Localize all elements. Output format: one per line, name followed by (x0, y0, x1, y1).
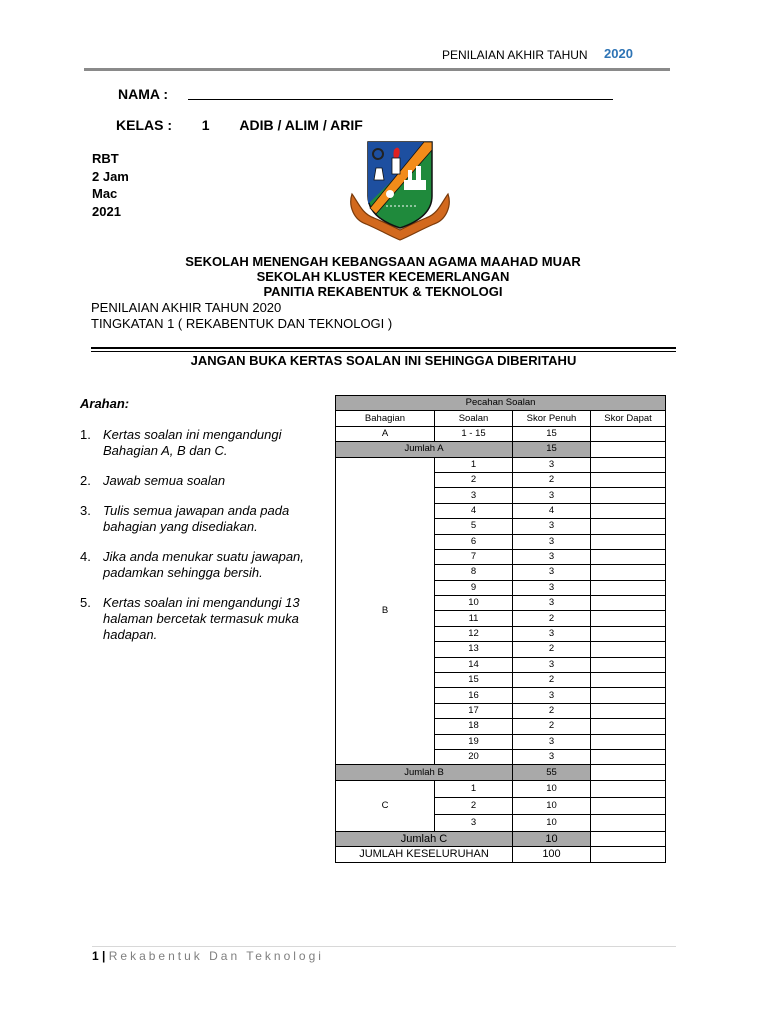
subtotal-label: Jumlah C (336, 831, 513, 846)
question-number: 18 (435, 719, 513, 734)
total-row (336, 847, 666, 862)
footer-rule (92, 946, 676, 947)
table-title: Pecahan Soalan (336, 396, 666, 411)
col-header: Skor Penuh (513, 411, 591, 426)
full-score: 3 (513, 549, 591, 564)
full-score: 3 (513, 749, 591, 764)
header-year: 2020 (604, 46, 633, 61)
instruction-item: 5. Kertas soalan ini mengandungi 13 halaman bercetak termasuk muka hadapan. (80, 595, 300, 642)
meta-year: 2021 (92, 203, 121, 219)
full-score: 3 (513, 565, 591, 580)
full-score: 10 (513, 780, 591, 797)
full-score: 3 (513, 457, 591, 472)
full-score: 10 (513, 797, 591, 814)
instruction-item: 2. Jawab semua soalan (80, 473, 226, 488)
question-number: 2 (435, 797, 513, 814)
section-label: A (336, 426, 435, 441)
meta-subject: RBT (92, 151, 119, 166)
total-score: 100 (513, 847, 591, 862)
nama-label: NAMA : (118, 86, 169, 102)
question-number: 7 (435, 549, 513, 564)
score-obtained-cell[interactable] (591, 703, 666, 718)
subtotal-label: Jumlah A (336, 442, 513, 457)
question-number: 16 (435, 688, 513, 703)
full-score: 3 (513, 488, 591, 503)
exam-title: PENILAIAN AKHIR TAHUN 2020 (91, 300, 282, 315)
subtotal-score: 15 (513, 442, 591, 457)
section-label: C (336, 780, 435, 831)
question-number: 11 (435, 611, 513, 626)
exam-form: TINGKATAN 1 ( REKABENTUK DAN TEKNOLOGI ) (91, 315, 393, 331)
footer (92, 949, 324, 963)
full-score: 15 (513, 426, 591, 441)
divider-thick (91, 347, 676, 349)
instructions-list (80, 427, 330, 657)
score-obtained-cell[interactable] (591, 797, 666, 814)
col-header: Bahagian (336, 411, 435, 426)
score-obtained-cell[interactable] (591, 673, 666, 688)
full-score: 4 (513, 503, 591, 518)
question-number: 10 (435, 596, 513, 611)
question-number: 15 (435, 673, 513, 688)
warning-text: JANGAN BUKA KERTAS SOALAN INI SEHINGGA DIBERITAHU (190, 353, 577, 368)
question-range: 1 - 15 (435, 426, 513, 441)
full-score: 3 (513, 734, 591, 749)
score-obtained-cell[interactable] (591, 780, 666, 797)
school-crest-logo (346, 136, 454, 244)
question-number: 5 (435, 519, 513, 534)
score-obtained-cell[interactable] (591, 488, 666, 503)
score-obtained-cell[interactable] (591, 596, 666, 611)
total-label: JUMLAH KESELURUHAN (336, 847, 513, 862)
question-number: 12 (435, 626, 513, 641)
question-number: 3 (435, 814, 513, 831)
full-score: 3 (513, 580, 591, 595)
page-number: 1 (92, 949, 99, 963)
full-score: 2 (513, 611, 591, 626)
full-score: 2 (513, 673, 591, 688)
score-obtained-cell[interactable] (591, 642, 666, 657)
meta-duration: 2 Jam (92, 168, 129, 184)
score-obtained-cell[interactable] (591, 814, 666, 831)
subtotal-score: 55 (513, 765, 591, 780)
full-score: 3 (513, 519, 591, 534)
subtotal-row (336, 765, 666, 780)
score-obtained-cell[interactable] (591, 457, 666, 472)
score-obtained-cell[interactable] (591, 611, 666, 626)
score-obtained-cell[interactable] (591, 549, 666, 564)
nama-field[interactable] (188, 99, 613, 100)
score-obtained-cell[interactable] (591, 503, 666, 518)
question-number: 8 (435, 565, 513, 580)
header-title: PENILAIAN AKHIR TAHUN (442, 48, 588, 62)
instructions-heading: Arahan: (80, 396, 130, 411)
question-number: 9 (435, 580, 513, 595)
score-obtained-cell[interactable] (591, 519, 666, 534)
question-number: 4 (435, 503, 513, 518)
question-number: 17 (435, 703, 513, 718)
full-score: 3 (513, 688, 591, 703)
full-score: 3 (513, 596, 591, 611)
score-obtained-cell[interactable] (591, 565, 666, 580)
question-number: 3 (435, 488, 513, 503)
instruction-item: 4. Jika anda menukar suatu jawapan, padamkan sehingga bersih. (80, 549, 304, 580)
question-number: 14 (435, 657, 513, 672)
question-number: 20 (435, 749, 513, 764)
full-score: 3 (513, 657, 591, 672)
full-score: 2 (513, 472, 591, 487)
footer-separator: | (102, 949, 106, 963)
full-score: 3 (513, 534, 591, 549)
col-header: Skor Dapat (591, 411, 666, 426)
score-obtained-cell[interactable] (591, 442, 666, 457)
score-obtained-cell[interactable] (591, 472, 666, 487)
school-name: SEKOLAH MENENGAH KEBANGSAAN AGAMA MAAHAD MUAR (185, 254, 581, 269)
question-number: 1 (435, 457, 513, 472)
full-score: 2 (513, 719, 591, 734)
question-number: 19 (435, 734, 513, 749)
section-label: B (336, 457, 435, 765)
header-rule (84, 68, 670, 71)
col-header: Soalan (435, 411, 513, 426)
score-obtained-cell[interactable] (591, 426, 666, 441)
meta-month: Mac (92, 186, 118, 201)
score-obtained-cell[interactable] (591, 626, 666, 641)
kelas-label: KELAS : (116, 117, 172, 133)
score-breakdown-table (335, 395, 666, 863)
instruction-item: 3. Tulis semua jawapan anda pada bahagian yang disediakan. (80, 503, 290, 534)
divider-thin (91, 351, 676, 352)
full-score: 10 (513, 814, 591, 831)
footer-title: Rekabentuk Dan Teknologi (108, 949, 324, 963)
exam-meta (92, 150, 129, 220)
score-obtained-cell[interactable] (591, 765, 666, 780)
subtotal-score: 10 (513, 831, 591, 846)
score-obtained-cell[interactable] (591, 657, 666, 672)
score-obtained-cell[interactable] (591, 749, 666, 764)
score-obtained-cell[interactable] (591, 534, 666, 549)
school-panel: PANITIA REKABENTUK & TEKNOLOGI (263, 284, 503, 299)
school-info (100, 254, 666, 299)
score-obtained-cell[interactable] (591, 734, 666, 749)
table-row (336, 426, 666, 441)
score-obtained-cell[interactable] (591, 831, 666, 846)
table-row (336, 457, 666, 472)
subtotal-row (336, 831, 666, 846)
score-obtained-cell[interactable] (591, 847, 666, 862)
kelas-number: 1 (201, 117, 210, 133)
full-score: 2 (513, 642, 591, 657)
instruction-item: 1. Kertas soalan ini mengandungi Bahagian A, B dan C. (80, 427, 282, 458)
score-obtained-cell[interactable] (591, 719, 666, 734)
exam-info (91, 300, 392, 331)
school-cluster: SEKOLAH KLUSTER KECEMERLANGAN (256, 269, 510, 284)
kelas-names: ADIB / ALIM / ARIF (239, 117, 363, 133)
table-row (336, 780, 666, 797)
score-obtained-cell[interactable] (591, 688, 666, 703)
kelas-row (116, 117, 363, 133)
subtotal-row (336, 442, 666, 457)
full-score: 3 (513, 626, 591, 641)
subtotal-label: Jumlah B (336, 765, 513, 780)
table-header-row (336, 411, 666, 426)
question-number: 6 (435, 534, 513, 549)
question-number: 1 (435, 780, 513, 797)
question-number: 2 (435, 472, 513, 487)
question-number: 13 (435, 642, 513, 657)
full-score: 2 (513, 703, 591, 718)
score-obtained-cell[interactable] (591, 580, 666, 595)
